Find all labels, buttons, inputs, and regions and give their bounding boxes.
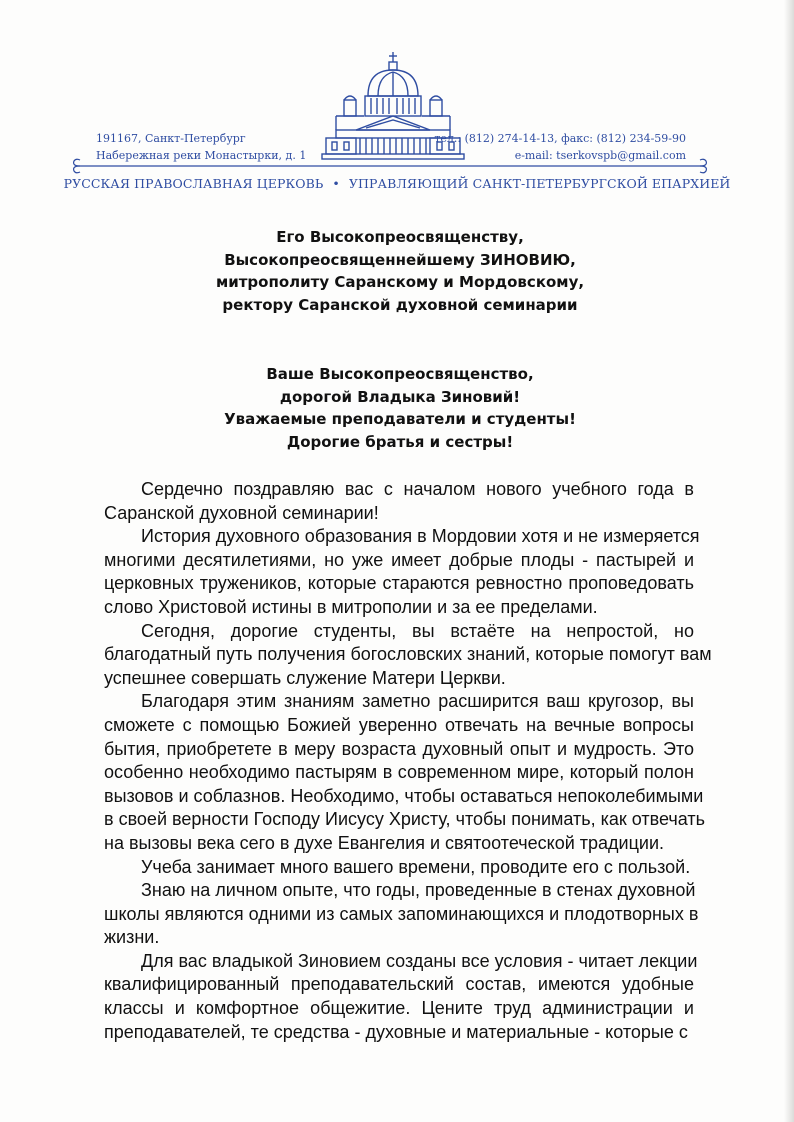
body-line: Благодаря этим знаниям заметно расширится ваш кругозор, вы [141, 691, 694, 712]
body-line: бытия, приобретете в меру возраста духовный опыт и мудрость. Это [104, 738, 694, 759]
body-paragraph [104, 690, 706, 855]
body-paragraph [104, 478, 694, 525]
org-diocese-title: УПРАВЛЯЮЩИЙ САНКТ-ПЕТЕРБУРГСКОЙ ЕПАРХИЕЙ [348, 176, 731, 191]
body-line: сможете с помощью Божией уверенно отвечать на вечные вопросы [104, 714, 694, 735]
body-line: слово Христовой истины в митрополии и за ее пределами. [104, 596, 598, 617]
phone-fax-line: тел.: (812) 274-14-13, факс: (812) 234-59-90 [434, 132, 686, 145]
body-line: церковных тружеников, которые стараются ревностно проповедовать [104, 573, 694, 594]
letterhead-divider [70, 158, 710, 174]
salutation-line: Уважаемые преподаватели и студенты! [224, 410, 576, 428]
org-separator: • [332, 176, 340, 191]
salutation-line: дорогой Владыка Зиновий! [279, 387, 521, 406]
addressee-block [100, 226, 700, 316]
body-line: благодатный путь получения богословских знаний, которые помогут вам [104, 644, 712, 665]
body-line: преподавателей, те средства - духовные и материальные - которые с [104, 1021, 688, 1042]
body-line: Сердечно поздравляю вас с началом нового учебного года в [141, 479, 694, 499]
body-paragraph [104, 950, 698, 1044]
body-line: на вызовы века сего в духе Евангелия и святоотеческой традиции. [104, 832, 665, 853]
address-line-city: 191167, Санкт-Петербург [96, 132, 246, 145]
body-paragraph [104, 620, 712, 691]
body-line: Для вас владыкой Зиновием созданы все условия - читает лекции [141, 950, 698, 971]
email-line: e-mail: tserkovspb@gmail.com [514, 149, 686, 162]
body-line: классы и комфортное общежитие. Цените труд администрации и [104, 998, 694, 1019]
body-line: вызовов и соблазнов. Необходимо, чтобы оставаться непоколебимыми [104, 785, 704, 806]
body-line: жизни. [104, 927, 160, 948]
body-line: Учеба занимает много вашего времени, проводите его с пользой. [141, 856, 691, 877]
body-line: История духовного образования в Мордовии хотя и не измеряется [141, 526, 700, 547]
body-line: многими десятилетиями, но уже имеет добрые плоды - пастырей и [104, 549, 694, 570]
addressee-line: ректору Саранской духовной семинарии [222, 295, 578, 314]
letter-body [104, 478, 712, 1044]
addressee-line: митрополиту Саранскому и Мордовскому, [215, 273, 585, 291]
body-paragraph [104, 879, 699, 950]
body-line: школы являются одними из самых запоминающихся и плодотворных в [104, 903, 699, 924]
salutation-line: Ваше Высокопреосвященство, [266, 365, 534, 383]
letterhead [0, 0, 794, 200]
organization-line [60, 176, 734, 191]
body-line: успешнее совершать служение Матери Церкви. [104, 667, 506, 688]
salutation-line: Дорогие братья и сестры! [286, 432, 514, 451]
body-line: Сегодня, дорогие студенты, вы встаёте на непростой, но [141, 620, 694, 641]
salutation-block [100, 363, 700, 453]
body-line: квалифицированный преподавательский состав, имеются удобные [104, 974, 694, 995]
body-line: Знаю на личном опыте, что годы, проведенные в стенах духовной [141, 880, 696, 901]
body-paragraph [104, 856, 694, 880]
org-church-name: РУССКАЯ ПРАВОСЛАВНАЯ ЦЕРКОВЬ [63, 176, 324, 191]
body-paragraph [104, 525, 700, 619]
addressee-line: Высокопреосвященнейшему ЗИНОВИЮ, [224, 250, 576, 269]
body-line: в своей верности Господу Иисусу Христу, чтобы понимать, как отвечать [104, 809, 706, 830]
body-line: особенно необходимо пастырям в современном мире, который полон [104, 762, 694, 783]
addressee-line: Его Высокопреосвященству, [276, 228, 524, 246]
body-line: Саранской духовной семинарии! [104, 502, 379, 523]
address-line-street: Набережная реки Монастырки, д. 1 [96, 149, 307, 162]
